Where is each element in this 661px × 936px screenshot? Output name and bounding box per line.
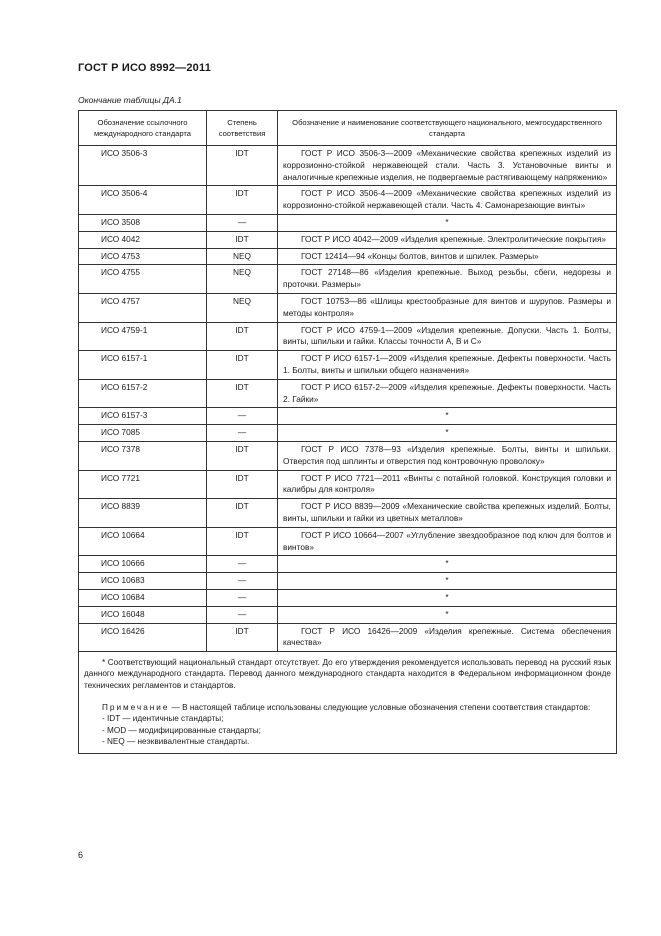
- table-row: [79, 623, 617, 652]
- iso-standard-cell: ИСО 3508: [79, 214, 207, 231]
- national-standard-cell: ГОСТ Р ИСО 16426—2009 «Изделия крепежные. Система обеспечения качества»: [278, 623, 617, 652]
- column-header-iso: Обозначение ссылочного международного стандарта: [79, 111, 207, 146]
- iso-standard-cell: ИСО 16048: [79, 606, 207, 623]
- table-row: [79, 589, 617, 606]
- table-row: [79, 214, 617, 231]
- iso-standard-cell: ИСО 10664: [79, 527, 207, 556]
- legend-item-idt: - IDT — идентичные стандарты;: [102, 714, 224, 724]
- national-standard-cell: ГОСТ 27148—86 «Изделия крепежные. Выход резьбы, сбеги, недорезы и проточки. Размеры»: [278, 265, 617, 294]
- table-row: [79, 293, 617, 322]
- national-standard-cell: ГОСТ Р ИСО 10664—2007 «Углубление звездообразное под ключ для болтов и винтов»: [278, 527, 617, 556]
- degree-cell: IDT: [207, 322, 278, 351]
- national-standard-cell: ГОСТ Р ИСО 3506-3—2009 «Механические свойства крепежных изделий из коррозионно-стойкой нержавеющей стали. Часть 3. Установочные винты и аналогичные крепежные изделия, не подвергаемые растягивающему напряжению»: [278, 146, 617, 186]
- national-standard-cell: ГОСТ 12414—94 «Концы болтов, винтов и шпилек. Размеры»: [278, 248, 617, 265]
- table-row: [79, 606, 617, 623]
- iso-standard-cell: ИСО 4042: [79, 231, 207, 248]
- table-row: [79, 186, 617, 215]
- iso-standard-cell: ИСО 4759-1: [79, 322, 207, 351]
- note-label: Примечание: [102, 702, 170, 712]
- iso-standard-cell: ИСО 8839: [79, 499, 207, 528]
- national-standard-cell: *: [278, 214, 617, 231]
- iso-standard-cell: ИСО 10683: [79, 573, 207, 590]
- table-row: [79, 470, 617, 499]
- degree-cell: IDT: [207, 186, 278, 215]
- national-standard-cell: ГОСТ 10753—86 «Шлицы крестообразные для винтов и шурупов. Размеры и методы контроля»: [278, 293, 617, 322]
- national-standard-cell: *: [278, 606, 617, 623]
- national-standard-cell: ГОСТ Р ИСО 6157-1—2009 «Изделия крепежные. Дефекты поверхности. Часть 1. Болты, винты и шпильки общего назначения»: [278, 351, 617, 380]
- table-row: [79, 441, 617, 470]
- national-standard-cell: *: [278, 425, 617, 442]
- footnote-row: [79, 652, 617, 754]
- iso-standard-cell: ИСО 7085: [79, 425, 207, 442]
- degree-cell: NEQ: [207, 293, 278, 322]
- degree-cell: NEQ: [207, 248, 278, 265]
- degree-cell: —: [207, 556, 278, 573]
- degree-cell: IDT: [207, 623, 278, 652]
- page-number: 6: [78, 850, 84, 860]
- national-standard-cell: ГОСТ Р ИСО 4042—2009 «Изделия крепежные. Электролитические покрытия»: [278, 231, 617, 248]
- national-standard-cell: ГОСТ Р ИСО 6157-2—2009 «Изделия крепежные. Дефекты поверхности. Часть 2. Гайки»: [278, 379, 617, 408]
- degree-cell: —: [207, 589, 278, 606]
- table-header-row: [79, 111, 617, 146]
- note-text: — В настоящей таблице использованы следующие условные обозначения степени соответствия стандартов:: [169, 702, 591, 712]
- degree-cell: IDT: [207, 351, 278, 380]
- table-row: [79, 556, 617, 573]
- national-standard-cell: *: [278, 573, 617, 590]
- iso-standard-cell: ИСО 10666: [79, 556, 207, 573]
- national-standard-cell: ГОСТ Р ИСО 4759-1—2009 «Изделия крепежные. Допуски. Часть 1. Болты, винты, шпильки и гайки. Классы точности А, В и С»: [278, 322, 617, 351]
- degree-cell: —: [207, 425, 278, 442]
- degree-cell: IDT: [207, 441, 278, 470]
- iso-standard-cell: ИСО 7378: [79, 441, 207, 470]
- degree-cell: IDT: [207, 499, 278, 528]
- national-standard-cell: *: [278, 589, 617, 606]
- national-standard-cell: ГОСТ Р ИСО 3506-4—2009 «Механические свойства крепежных изделий из коррозионно-стойкой нержавеющей стали. Часть 4. Самонарезающие винты»: [278, 186, 617, 215]
- table-row: [79, 425, 617, 442]
- footnote-cell: [79, 652, 617, 754]
- iso-standard-cell: ИСО 6157-2: [79, 379, 207, 408]
- column-header-degree: Степень соответствия: [207, 111, 278, 146]
- table-row: [79, 379, 617, 408]
- iso-standard-cell: ИСО 6157-3: [79, 408, 207, 425]
- iso-standard-cell: ИСО 4755: [79, 265, 207, 294]
- national-standard-cell: *: [278, 408, 617, 425]
- table-row: [79, 146, 617, 186]
- degree-cell: IDT: [207, 146, 278, 186]
- table-row: [79, 408, 617, 425]
- degree-cell: IDT: [207, 527, 278, 556]
- table-row: [79, 248, 617, 265]
- star-footnote: * Соответствующий национальный стандарт отсутствует. До его утверждения рекомендуется использовать перевод на русский язык данного международного стандарта. Перевод данного международного стандарта находится в Федеральном информационном фонде технических регламентов и стандартов.: [84, 658, 611, 690]
- table-row: [79, 573, 617, 590]
- table-caption: Окончание таблицы ДА.1: [78, 95, 182, 105]
- degree-cell: IDT: [207, 470, 278, 499]
- iso-standard-cell: ИСО 7721: [79, 470, 207, 499]
- table-row: [79, 265, 617, 294]
- column-header-national: Обозначение и наименование соответствующего национального, межгосударственного стандарта: [278, 111, 617, 146]
- national-standard-cell: ГОСТ Р ИСО 7721—2011 «Винты с потайной головкой. Конструкция головки и калибры для контроля»: [278, 470, 617, 499]
- degree-cell: NEQ: [207, 265, 278, 294]
- degree-cell: IDT: [207, 379, 278, 408]
- table-row: [79, 527, 617, 556]
- legend-item-mod: - MOD — модифицированные стандарты;: [102, 725, 261, 735]
- iso-standard-cell: ИСО 3506-4: [79, 186, 207, 215]
- iso-standard-cell: ИСО 3506-3: [79, 146, 207, 186]
- iso-standard-cell: ИСО 4753: [79, 248, 207, 265]
- degree-cell: IDT: [207, 231, 278, 248]
- iso-standard-cell: ИСО 10684: [79, 589, 207, 606]
- table-row: [79, 231, 617, 248]
- document-title: ГОСТ Р ИСО 8992—2011: [78, 62, 212, 74]
- table-row: [79, 322, 617, 351]
- table-row: [79, 351, 617, 380]
- degree-cell: —: [207, 408, 278, 425]
- iso-standard-cell: ИСО 16426: [79, 623, 207, 652]
- degree-cell: —: [207, 573, 278, 590]
- legend-item-neq: - NEQ — неэквивалентные стандарты.: [102, 736, 250, 746]
- degree-cell: —: [207, 214, 278, 231]
- national-standard-cell: ГОСТ Р ИСО 8839—2009 «Механические свойства крепежных изделий. Болты, винты, шпильки и гайки из цветных металлов»: [278, 499, 617, 528]
- table-row: [79, 499, 617, 528]
- national-standard-cell: *: [278, 556, 617, 573]
- note-paragraph: [84, 702, 611, 713]
- iso-standard-cell: ИСО 6157-1: [79, 351, 207, 380]
- national-standard-cell: ГОСТ Р ИСО 7378—93 «Изделия крепежные. Болты, винты и шпильки. Отверстия под шплинты и отверстия под контровочную проволоку»: [278, 441, 617, 470]
- degree-cell: —: [207, 606, 278, 623]
- iso-standard-cell: ИСО 4757: [79, 293, 207, 322]
- table-body: [79, 146, 617, 652]
- standards-table: [78, 110, 617, 754]
